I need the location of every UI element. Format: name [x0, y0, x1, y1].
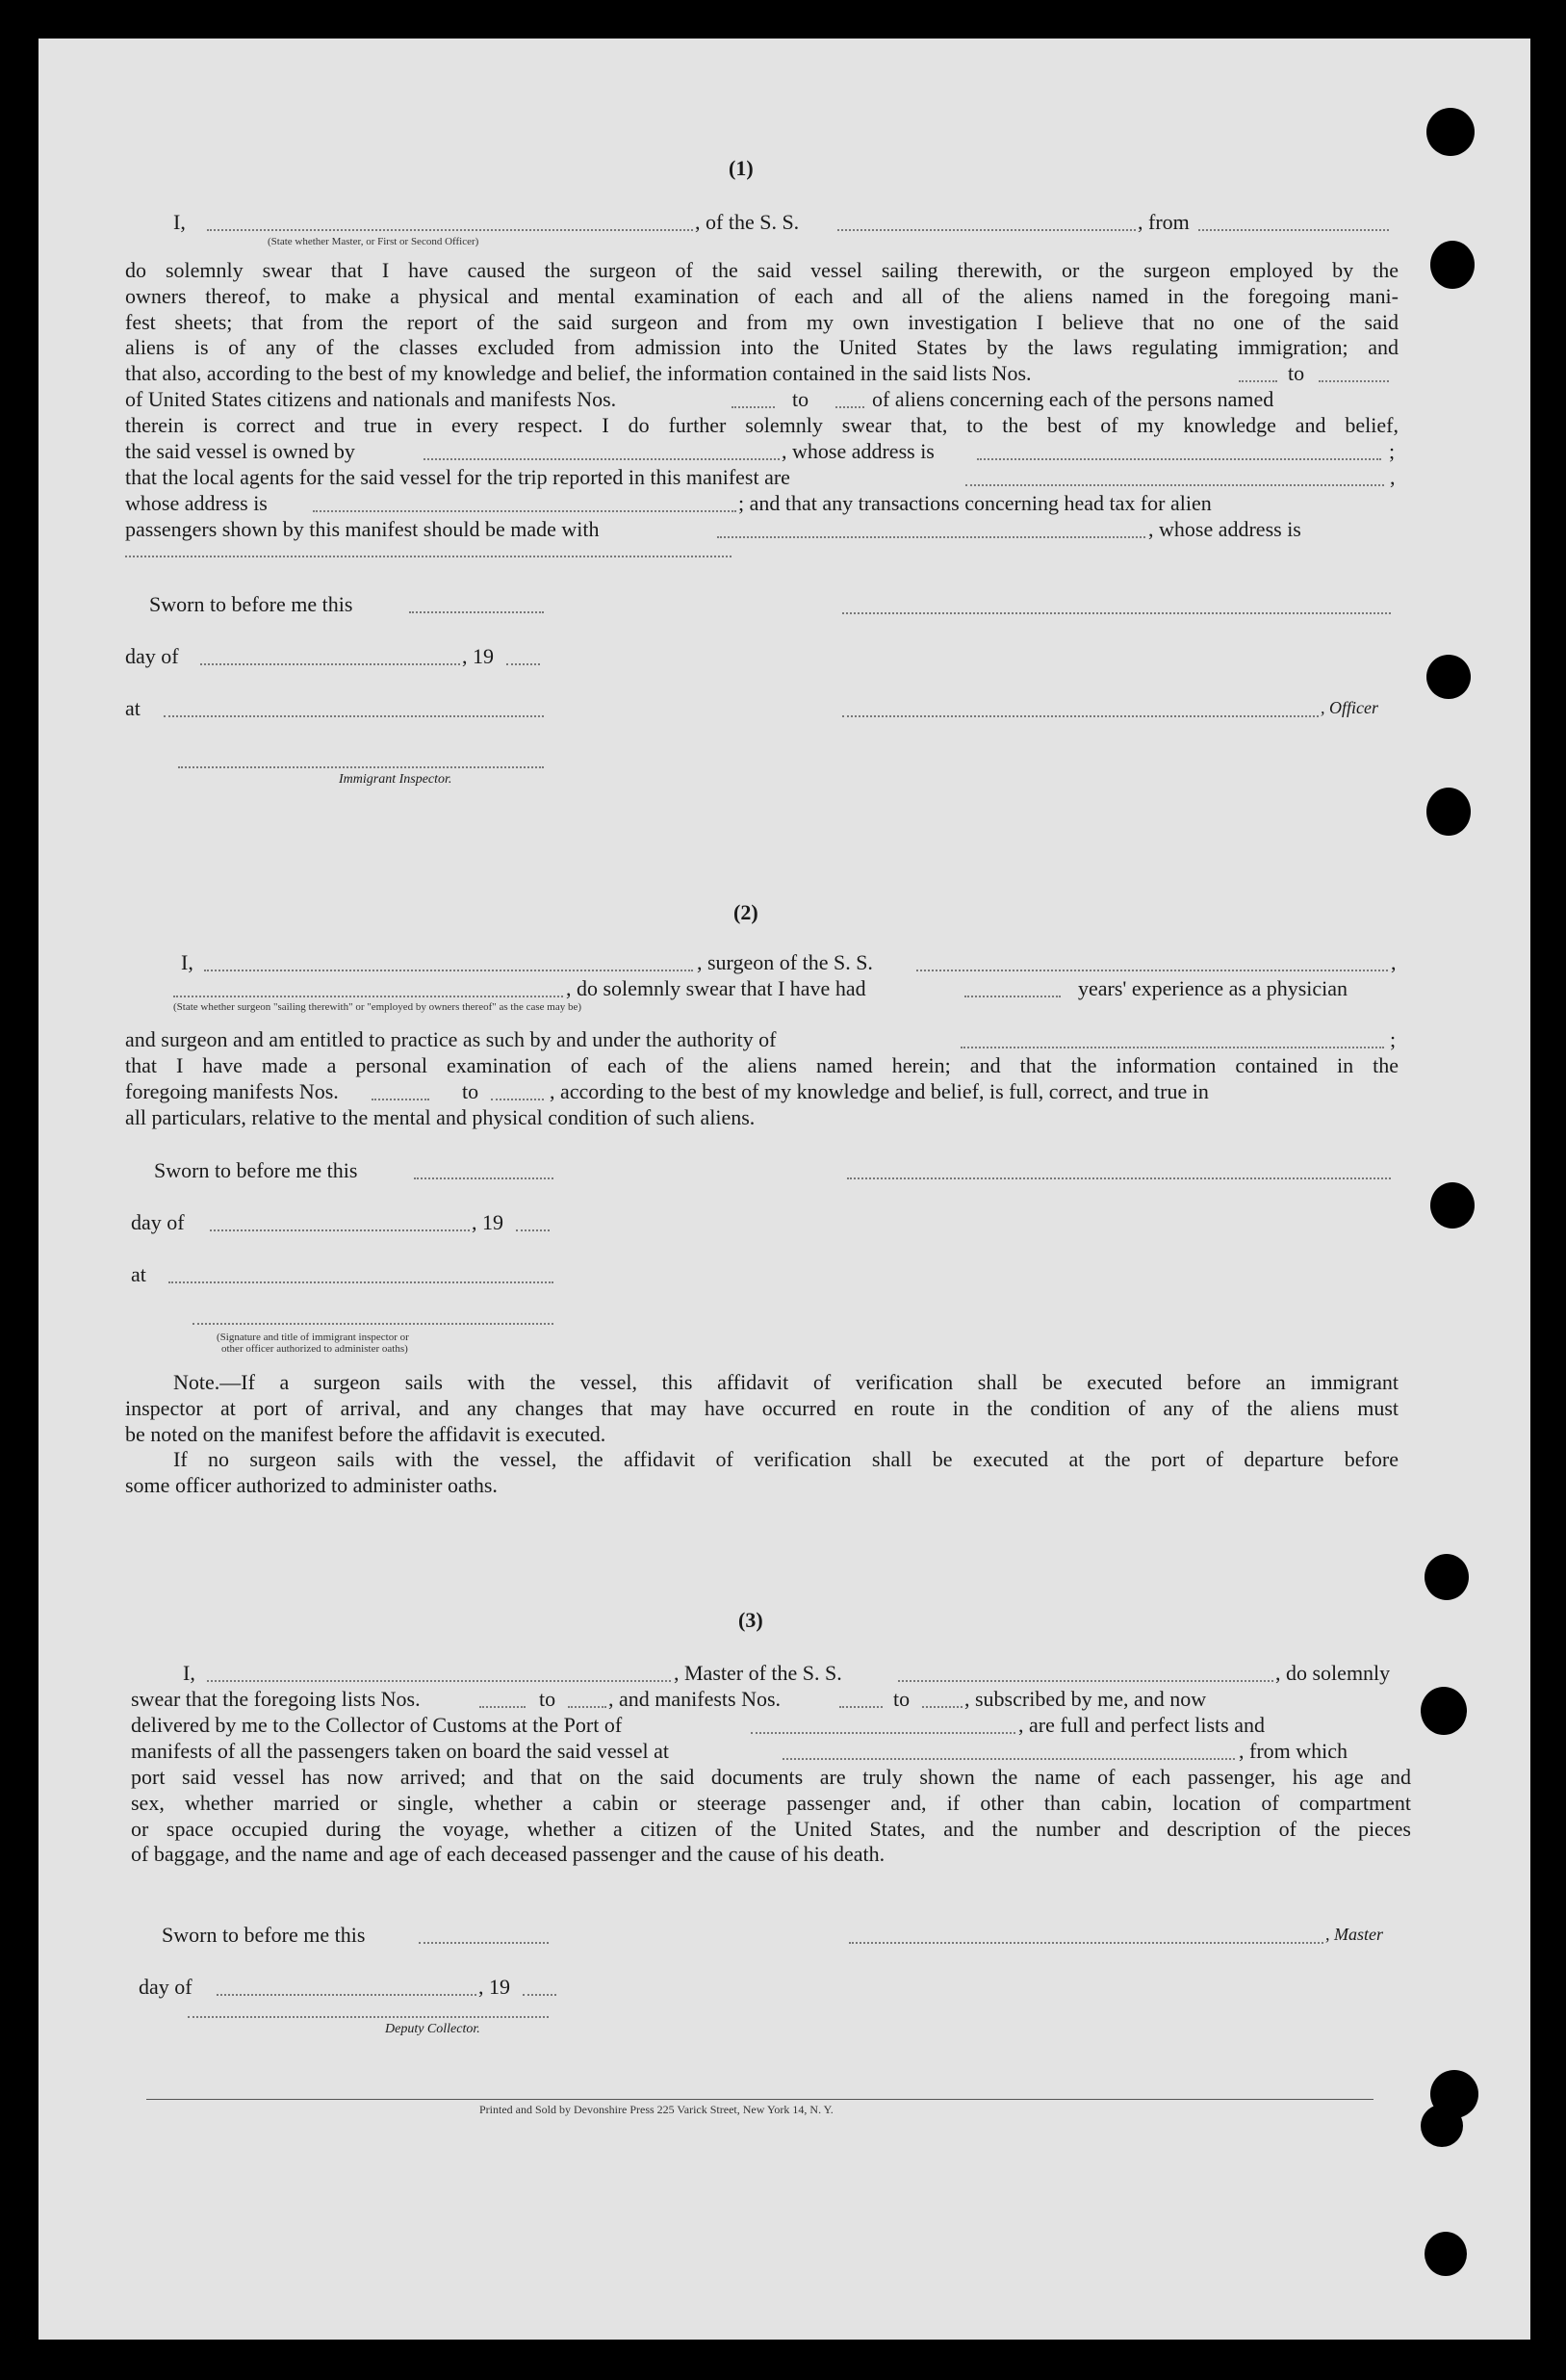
s3-deputy: Deputy Collector.: [385, 2022, 480, 2036]
s2-years-exp: years' experience as a physician: [1078, 976, 1348, 1000]
punch-hole: [1421, 2105, 1463, 2147]
s1-caption: (State whether Master, or First or Second Officer): [268, 236, 479, 247]
punch-hole: [1426, 655, 1471, 699]
punch-hole: [1425, 1554, 1469, 1600]
punch-hole: [1426, 788, 1471, 836]
footer-rule: [146, 2099, 1373, 2100]
s3-paragraph: [131, 1765, 1411, 1868]
s1-manifests-from-field[interactable]: [732, 406, 775, 408]
s2-do-solemnly: , do solemnly swear that I have had: [566, 976, 866, 1000]
s3-port-field[interactable]: [751, 1732, 1015, 1734]
s2-years-field[interactable]: [964, 996, 1061, 997]
s3-i: I,: [183, 1661, 195, 1685]
s2-year: , 19: [472, 1210, 503, 1234]
s3-master-signature-field[interactable]: [849, 1942, 1323, 1944]
s1-owner-field[interactable]: [424, 458, 780, 460]
s1-i: I,: [173, 210, 186, 234]
s3-boarding-port-field[interactable]: [783, 1758, 1235, 1760]
s3-to2: to: [893, 1687, 911, 1711]
s2-day-of: day of: [131, 1210, 185, 1234]
s1-owner-address-field[interactable]: [977, 458, 1381, 460]
footer-imprint: Printed and Sold by Devonshire Press 225 Varick Street, New York 14, N. Y.: [479, 2103, 834, 2116]
s1-to1: to: [1288, 361, 1305, 385]
s1-line: fest sheets; that from the report of the said surgeon and from my own investigation I believe that no one of the said: [125, 309, 1399, 334]
s3-vessel-field[interactable]: [898, 1680, 1273, 1682]
punch-hole: [1425, 2232, 1467, 2276]
s2-all-particulars: all particulars, relative to the mental and physical condition of such aliens.: [125, 1105, 756, 1129]
s2-caption: (State whether surgeon "sailing therewith" or "employed by owners thereof" as the case may be): [173, 1001, 582, 1013]
s3-master-name-field[interactable]: [207, 1680, 671, 1682]
section-2-number: (2): [733, 900, 758, 924]
s2-manifests-to-field[interactable]: [491, 1099, 544, 1100]
s1-line: aliens is of any of the classes excluded from admission into the United States by the laws regulating immigration; and: [125, 335, 1399, 360]
s1-paragraph: [125, 258, 1399, 361]
s1-day-field[interactable]: [200, 663, 460, 665]
s3-manifests-all: manifests of all the passengers taken on board the said vessel at: [131, 1739, 670, 1763]
s2-year-field[interactable]: [516, 1229, 550, 1231]
s1-at-field[interactable]: [164, 715, 544, 717]
s1-comma: ,: [1390, 465, 1396, 489]
s1-whose-address-label: whose address is: [125, 491, 268, 515]
note-line: Note.—If a surgeon sails with the vessel, this affidavit of verification shall be executed before an immigrant: [173, 1370, 1399, 1394]
s1-semicolon: ;: [1389, 439, 1396, 463]
s3-full-perfect: , are full and perfect lists and: [1018, 1713, 1265, 1737]
s3-deputy-field[interactable]: [188, 2016, 549, 2018]
s3-line: port said vessel has now arrived; and that on the said documents are truly shown the name of each passenger, his age and: [131, 1765, 1411, 1789]
s1-paragraph-2: [125, 413, 1399, 439]
section-1-number: (1): [729, 156, 754, 180]
s3-sworn: Sworn to before me this: [162, 1923, 366, 1947]
s3-subscribed: , subscribed by me, and now: [964, 1687, 1207, 1711]
s1-local-agents: that the local agents for the said vessel for the trip reported in this manifest are: [125, 465, 790, 489]
s3-delivered: delivered by me to the Collector of Customs at the Port of: [131, 1713, 623, 1737]
s2-vessel-field[interactable]: [916, 970, 1388, 971]
s3-to1: to: [539, 1687, 556, 1711]
note-paragraph: [125, 1370, 1399, 1499]
s1-inspector: Immigrant Inspector.: [339, 772, 452, 787]
s1-head-tax: ; and that any transactions concerning head tax for alien: [738, 491, 1212, 515]
s1-vessel-field[interactable]: [837, 229, 1136, 231]
s2-at-field[interactable]: [168, 1281, 553, 1283]
s2-comma: ,: [1391, 950, 1397, 974]
s3-master: , Master: [1325, 1925, 1383, 1944]
s3-from-which: , from which: [1239, 1739, 1348, 1763]
s2-surgeon-name-field[interactable]: [204, 970, 693, 971]
form-page: [39, 39, 1530, 2340]
s3-lists-from-field[interactable]: [479, 1706, 526, 1708]
s1-lists-to-field[interactable]: [1319, 380, 1389, 382]
s1-year-field[interactable]: [506, 663, 540, 665]
s1-at: at: [125, 696, 141, 720]
s1-head-tax-address-field[interactable]: [125, 556, 732, 557]
s3-sworn-field[interactable]: [419, 1942, 549, 1944]
s1-line-manifests: of United States citizens and nationals and manifests Nos.: [125, 387, 617, 411]
s1-agents-address-field[interactable]: [313, 510, 736, 512]
s2-inspector-field[interactable]: [193, 1323, 553, 1325]
s2-according: , according to the best of my knowledge and belief, is full, correct, and true in: [550, 1079, 1209, 1103]
s2-paragraph: [125, 1053, 1399, 1079]
s1-officer: , Officer: [1321, 698, 1378, 717]
note-line: be noted on the manifest before the affidavit is executed.: [125, 1421, 606, 1446]
punch-hole: [1430, 1182, 1475, 1229]
note-line: If no surgeon sails with the vessel, the affidavit of verification shall be executed at the port of departure before: [173, 1447, 1399, 1472]
s1-whose-address-end: , whose address is: [1148, 517, 1301, 541]
s2-surgeon-of: , surgeon of the S. S.: [697, 950, 873, 974]
s1-signature-field[interactable]: [842, 612, 1391, 614]
s3-line: or space occupied during the voyage, whether a citizen of the United States, and the number and description of the pieces: [131, 1816, 1411, 1841]
s1-line: owners thereof, to make a physical and mental examination of each and all of the aliens named in the foregoing mani-: [125, 283, 1399, 308]
s1-from: , from: [1138, 210, 1190, 234]
s1-year: , 19: [462, 644, 494, 668]
s2-i: I,: [181, 950, 193, 974]
s1-manifests-to-field[interactable]: [835, 406, 864, 408]
s2-to: to: [462, 1079, 479, 1103]
s2-sworn-field[interactable]: [414, 1177, 553, 1179]
s1-from-field[interactable]: [1198, 229, 1389, 231]
s3-line: sex, whether married or single, whether a cabin or steerage passenger and, if other than cabin, location of compartment: [131, 1790, 1411, 1815]
punch-hole: [1430, 241, 1475, 289]
s1-sworn: Sworn to before me this: [149, 592, 353, 616]
s1-agents-field[interactable]: [965, 484, 1384, 486]
s1-day-of: day of: [125, 644, 179, 668]
s2-authority: and surgeon and am entitled to practice as such by and under the authority of: [125, 1027, 777, 1051]
s2-semicolon: ;: [1390, 1027, 1397, 1051]
s2-status-field[interactable]: [173, 996, 563, 997]
s1-officer-field[interactable]: [207, 229, 693, 231]
s3-manifests-to-field[interactable]: [922, 1706, 963, 1708]
s3-lists-to-field[interactable]: [568, 1706, 606, 1708]
s1-line: therein is correct and true in every respect. I do further solemnly swear that, to the best of my knowledge and belief,: [125, 413, 1399, 437]
s1-head-tax-field[interactable]: [717, 536, 1145, 538]
s3-swear: swear that the foregoing lists Nos.: [131, 1687, 421, 1711]
s1-to2: to: [792, 387, 809, 411]
punch-hole: [1421, 1687, 1467, 1735]
s1-officer-signature-field[interactable]: [842, 715, 1319, 717]
s2-sig-caption-2: other officer authorized to administer oaths): [221, 1343, 408, 1355]
s3-do-solemnly: , do solemnly: [1275, 1661, 1391, 1685]
s1-lists-from-field[interactable]: [1239, 380, 1277, 382]
s3-manifests-from-field[interactable]: [839, 1706, 883, 1708]
s1-inspector-field[interactable]: [178, 766, 544, 768]
s3-line: of baggage, and the name and age of each deceased passenger and the cause of his death.: [131, 1842, 886, 1867]
s1-owned-by: the said vessel is owned by: [125, 439, 355, 463]
note-line: inspector at port of arrival, and any changes that may have occurred en route in the condition of any of the aliens must: [125, 1395, 1399, 1420]
s2-line: that I have made a personal examination of each of the aliens named herein; and that the information contained in the: [125, 1053, 1399, 1077]
s3-day-of: day of: [139, 1975, 193, 1999]
punch-hole: [1426, 108, 1475, 156]
s2-day-field[interactable]: [210, 1229, 470, 1231]
s1-of-ss: , of the S. S.: [695, 210, 800, 234]
s1-passengers: passengers shown by this manifest should be made with: [125, 517, 600, 541]
s2-foregoing: foregoing manifests Nos.: [125, 1079, 339, 1103]
s2-manifests-from-field[interactable]: [372, 1099, 429, 1100]
s1-line: do solemnly swear that I have caused the surgeon of the said vessel sailing therewith, or the surgeon employed by the: [125, 258, 1399, 282]
s1-aliens-concerning: of aliens concerning each of the persons named: [872, 387, 1274, 411]
s1-sworn-field[interactable]: [409, 611, 544, 613]
section-3-number: (3): [738, 1608, 763, 1632]
s2-sig-caption-1: (Signature and title of immigrant inspector or: [217, 1332, 409, 1343]
s2-authority-field[interactable]: [961, 1047, 1384, 1048]
s2-at: at: [131, 1262, 146, 1286]
s3-year-field[interactable]: [523, 1994, 556, 1996]
note-line: some officer authorized to administer oaths.: [125, 1473, 498, 1498]
s2-signature-field[interactable]: [847, 1177, 1391, 1179]
s1-line-lists: that also, according to the best of my knowledge and belief, the information contained in the said lists Nos.: [125, 361, 1032, 385]
s3-and-manifests: , and manifests Nos.: [608, 1687, 782, 1711]
s2-sworn: Sworn to before me this: [154, 1158, 358, 1182]
s1-whose-address: , whose address is: [782, 439, 935, 463]
s3-day-field[interactable]: [217, 1994, 476, 1996]
s3-master-of: , Master of the S. S.: [674, 1661, 842, 1685]
s3-year: , 19: [478, 1975, 510, 1999]
